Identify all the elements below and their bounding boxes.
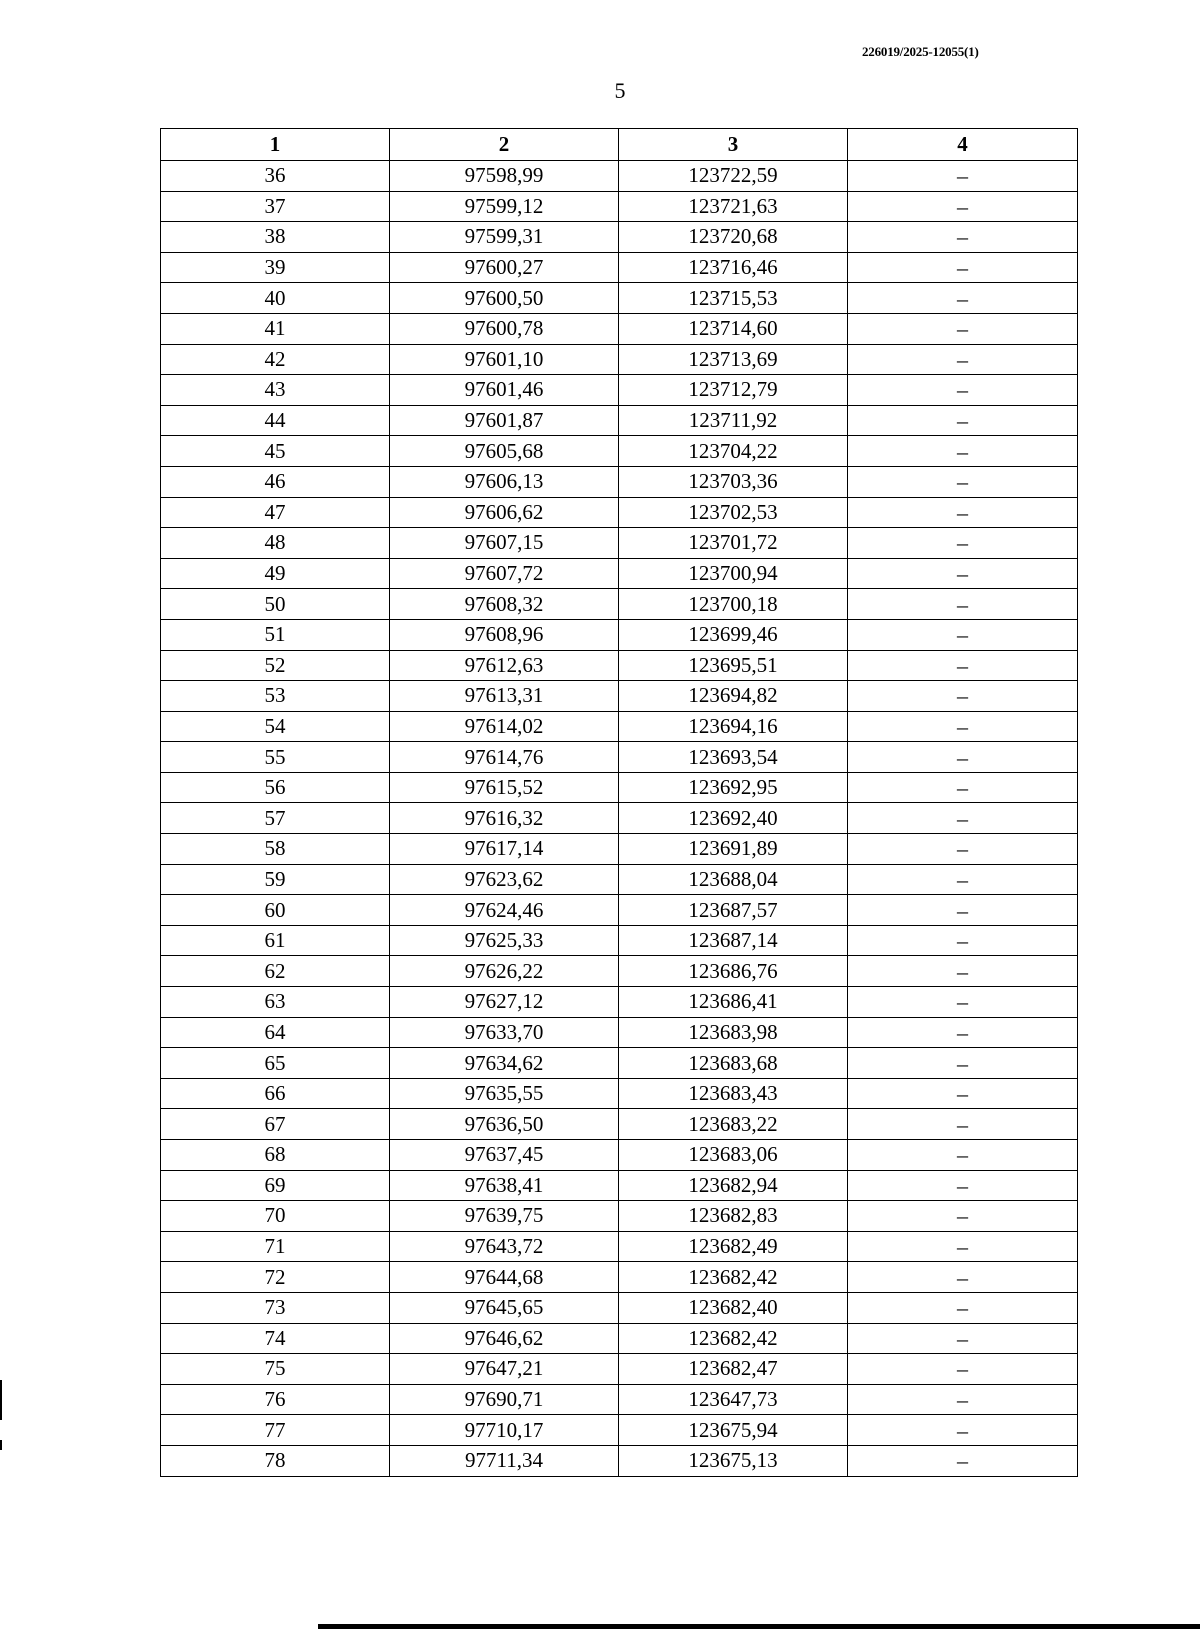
table-cell-col-1: 67 (161, 1109, 390, 1140)
table-cell-col-3: 123700,94 (619, 558, 848, 589)
table-cell-col-1: 54 (161, 711, 390, 742)
table-cell-col-3: 123683,68 (619, 1048, 848, 1079)
table-cell-col-4: – (848, 1415, 1078, 1446)
table-cell-col-4: – (848, 1445, 1078, 1476)
table-cell-col-2: 97645,65 (390, 1292, 619, 1323)
table-cell-col-3: 123703,36 (619, 466, 848, 497)
table-cell-col-4: – (848, 191, 1078, 222)
table-cell-col-4: – (848, 742, 1078, 773)
table-cell-col-4: – (848, 1354, 1078, 1385)
table-cell-col-2: 97626,22 (390, 956, 619, 987)
table-cell-col-3: 123675,13 (619, 1445, 848, 1476)
table-cell-col-3: 123683,22 (619, 1109, 848, 1140)
table-cell-col-3: 123702,53 (619, 497, 848, 528)
left-scan-mark (0, 1380, 2, 1420)
table-cell-col-1: 41 (161, 313, 390, 344)
table-cell-col-1: 46 (161, 466, 390, 497)
table-cell-col-2: 97599,31 (390, 222, 619, 253)
table-cell-col-3: 123682,42 (619, 1323, 848, 1354)
table-row (161, 1017, 1078, 1048)
table-cell-col-2: 97613,31 (390, 681, 619, 712)
table-row (161, 742, 1078, 773)
table-cell-col-2: 97710,17 (390, 1415, 619, 1446)
table-row (161, 1354, 1078, 1385)
table-cell-col-3: 123716,46 (619, 252, 848, 283)
table-cell-col-1: 59 (161, 864, 390, 895)
table-cell-col-4: – (848, 1048, 1078, 1079)
table-cell-col-2: 97711,34 (390, 1445, 619, 1476)
table-cell-col-1: 60 (161, 895, 390, 926)
table-cell-col-1: 56 (161, 772, 390, 803)
table-body (161, 161, 1078, 1477)
table-cell-col-1: 74 (161, 1323, 390, 1354)
table-cell-col-3: 123675,94 (619, 1415, 848, 1446)
table-cell-col-4: – (848, 711, 1078, 742)
table-cell-col-4: – (848, 772, 1078, 803)
table-cell-col-3: 123686,41 (619, 987, 848, 1018)
left-scan-mark (0, 1440, 2, 1450)
table-cell-col-2: 97608,32 (390, 589, 619, 620)
table-cell-col-4: – (848, 1201, 1078, 1232)
table-cell-col-4: – (848, 436, 1078, 467)
table-cell-col-1: 68 (161, 1140, 390, 1171)
table-cell-col-1: 50 (161, 589, 390, 620)
table-cell-col-2: 97598,99 (390, 161, 619, 192)
table-cell-col-3: 123693,54 (619, 742, 848, 773)
table-cell-col-1: 69 (161, 1170, 390, 1201)
table-row (161, 987, 1078, 1018)
table-row (161, 497, 1078, 528)
coordinates-table (160, 128, 1078, 1477)
table-cell-col-1: 63 (161, 987, 390, 1018)
table-cell-col-2: 97624,46 (390, 895, 619, 926)
table-cell-col-4: – (848, 283, 1078, 314)
table-row (161, 803, 1078, 834)
table-cell-col-1: 78 (161, 1445, 390, 1476)
table-cell-col-1: 47 (161, 497, 390, 528)
table-cell-col-4: – (848, 497, 1078, 528)
table-row (161, 222, 1078, 253)
table-row (161, 956, 1078, 987)
table-cell-col-2: 97644,68 (390, 1262, 619, 1293)
table-cell-col-3: 123704,22 (619, 436, 848, 467)
table-cell-col-3: 123683,98 (619, 1017, 848, 1048)
table-cell-col-2: 97636,50 (390, 1109, 619, 1140)
table-cell-col-4: – (848, 803, 1078, 834)
table-cell-col-4: – (848, 1262, 1078, 1293)
table-cell-col-1: 77 (161, 1415, 390, 1446)
table-cell-col-1: 44 (161, 405, 390, 436)
table-cell-col-4: – (848, 987, 1078, 1018)
table-cell-col-2: 97607,15 (390, 528, 619, 559)
table-cell-col-4: – (848, 405, 1078, 436)
table-cell-col-4: – (848, 650, 1078, 681)
table-cell-col-3: 123692,95 (619, 772, 848, 803)
table-row (161, 161, 1078, 192)
table-cell-col-4: – (848, 1140, 1078, 1171)
table-cell-col-1: 55 (161, 742, 390, 773)
table-cell-col-3: 123695,51 (619, 650, 848, 681)
table-cell-col-1: 51 (161, 619, 390, 650)
table-cell-col-1: 40 (161, 283, 390, 314)
table-row (161, 1078, 1078, 1109)
table-cell-col-4: – (848, 1384, 1078, 1415)
table-cell-col-4: – (848, 834, 1078, 865)
table-cell-col-1: 57 (161, 803, 390, 834)
table-cell-col-2: 97635,55 (390, 1078, 619, 1109)
table-cell-col-2: 97617,14 (390, 834, 619, 865)
table-cell-col-2: 97607,72 (390, 558, 619, 589)
table-cell-col-4: – (848, 864, 1078, 895)
table-cell-col-3: 123683,43 (619, 1078, 848, 1109)
table-cell-col-2: 97647,21 (390, 1354, 619, 1385)
table-row (161, 1109, 1078, 1140)
table-cell-col-4: – (848, 895, 1078, 926)
table-cell-col-2: 97614,02 (390, 711, 619, 742)
column-header-1: 1 (161, 129, 390, 161)
table-row (161, 375, 1078, 406)
table-cell-col-2: 97623,62 (390, 864, 619, 895)
table-cell-col-2: 97627,12 (390, 987, 619, 1018)
table-cell-col-2: 97638,41 (390, 1170, 619, 1201)
table-cell-col-3: 123721,63 (619, 191, 848, 222)
table-cell-col-2: 97600,50 (390, 283, 619, 314)
table-cell-col-2: 97599,12 (390, 191, 619, 222)
table-cell-col-3: 123682,47 (619, 1354, 848, 1385)
table-cell-col-4: – (848, 681, 1078, 712)
table-cell-col-2: 97639,75 (390, 1201, 619, 1232)
table-cell-col-2: 97633,70 (390, 1017, 619, 1048)
table-row (161, 558, 1078, 589)
table-cell-col-1: 70 (161, 1201, 390, 1232)
table-cell-col-2: 97614,76 (390, 742, 619, 773)
table-cell-col-4: – (848, 252, 1078, 283)
table-cell-col-4: – (848, 344, 1078, 375)
table-row (161, 313, 1078, 344)
table-row (161, 1415, 1078, 1446)
table-cell-col-1: 66 (161, 1078, 390, 1109)
table-row (161, 895, 1078, 926)
table-cell-col-4: – (848, 375, 1078, 406)
table-cell-col-2: 97600,27 (390, 252, 619, 283)
table-cell-col-4: – (848, 466, 1078, 497)
table-row (161, 772, 1078, 803)
table-cell-col-4: – (848, 619, 1078, 650)
table-row (161, 1384, 1078, 1415)
table-cell-col-3: 123694,16 (619, 711, 848, 742)
table-cell-col-3: 123682,94 (619, 1170, 848, 1201)
table-cell-col-1: 52 (161, 650, 390, 681)
table-cell-col-3: 123715,53 (619, 283, 848, 314)
table-cell-col-3: 123712,79 (619, 375, 848, 406)
table-cell-col-3: 123686,76 (619, 956, 848, 987)
table-cell-col-3: 123682,40 (619, 1292, 848, 1323)
table-cell-col-2: 97600,78 (390, 313, 619, 344)
table-cell-col-1: 71 (161, 1231, 390, 1262)
table-row (161, 1445, 1078, 1476)
table-cell-col-2: 97608,96 (390, 619, 619, 650)
table-row (161, 1140, 1078, 1171)
table-row (161, 283, 1078, 314)
table-cell-col-2: 97605,68 (390, 436, 619, 467)
table-row (161, 589, 1078, 620)
table-cell-col-2: 97606,13 (390, 466, 619, 497)
table-cell-col-1: 76 (161, 1384, 390, 1415)
table-cell-col-3: 123647,73 (619, 1384, 848, 1415)
table-row (161, 344, 1078, 375)
table-row (161, 1170, 1078, 1201)
table-row (161, 1292, 1078, 1323)
table-cell-col-2: 97643,72 (390, 1231, 619, 1262)
page-number: 5 (614, 78, 626, 103)
table-cell-col-1: 53 (161, 681, 390, 712)
table-cell-col-3: 123688,04 (619, 864, 848, 895)
table-row (161, 1201, 1078, 1232)
table-cell-col-2: 97690,71 (390, 1384, 619, 1415)
table-cell-col-3: 123682,42 (619, 1262, 848, 1293)
table-cell-col-2: 97637,45 (390, 1140, 619, 1171)
table-cell-col-3: 123714,60 (619, 313, 848, 344)
document-reference-number: 226019/2025-12055(1) (862, 44, 979, 59)
table-cell-col-4: – (848, 1078, 1078, 1109)
table-cell-col-2: 97601,87 (390, 405, 619, 436)
table-row (161, 191, 1078, 222)
table-row (161, 436, 1078, 467)
table-cell-col-1: 39 (161, 252, 390, 283)
table-cell-col-2: 97625,33 (390, 925, 619, 956)
table-cell-col-3: 123720,68 (619, 222, 848, 253)
table-cell-col-3: 123722,59 (619, 161, 848, 192)
table-cell-col-4: – (848, 956, 1078, 987)
table-cell-col-1: 38 (161, 222, 390, 253)
table-cell-col-1: 49 (161, 558, 390, 589)
table-cell-col-1: 65 (161, 1048, 390, 1079)
table-cell-col-3: 123701,72 (619, 528, 848, 559)
table-cell-col-1: 62 (161, 956, 390, 987)
table-cell-col-4: – (848, 528, 1078, 559)
table-cell-col-4: – (848, 1323, 1078, 1354)
table-cell-col-1: 42 (161, 344, 390, 375)
table-cell-col-3: 123682,83 (619, 1201, 848, 1232)
table-cell-col-1: 64 (161, 1017, 390, 1048)
table-cell-col-2: 97616,32 (390, 803, 619, 834)
table-cell-col-1: 36 (161, 161, 390, 192)
table-cell-col-2: 97601,46 (390, 375, 619, 406)
table-row (161, 864, 1078, 895)
table-row (161, 711, 1078, 742)
table-cell-col-4: – (848, 313, 1078, 344)
bottom-scan-edge (318, 1624, 1200, 1629)
table-cell-col-4: – (848, 222, 1078, 253)
table-cell-col-3: 123687,14 (619, 925, 848, 956)
table-cell-col-4: – (848, 1017, 1078, 1048)
table-cell-col-2: 97634,62 (390, 1048, 619, 1079)
table-row (161, 466, 1078, 497)
table-cell-col-4: – (848, 1231, 1078, 1262)
table-cell-col-3: 123700,18 (619, 589, 848, 620)
table-row (161, 834, 1078, 865)
table-cell-col-1: 45 (161, 436, 390, 467)
table-cell-col-3: 123687,57 (619, 895, 848, 926)
table-cell-col-4: – (848, 558, 1078, 589)
column-header-3: 3 (619, 129, 848, 161)
table-cell-col-3: 123713,69 (619, 344, 848, 375)
table-row (161, 1323, 1078, 1354)
table-cell-col-2: 97612,63 (390, 650, 619, 681)
table-row (161, 681, 1078, 712)
table-cell-col-3: 123694,82 (619, 681, 848, 712)
table-cell-col-2: 97606,62 (390, 497, 619, 528)
table-header-row (161, 129, 1078, 161)
table-cell-col-3: 123683,06 (619, 1140, 848, 1171)
table-cell-col-1: 43 (161, 375, 390, 406)
column-header-2: 2 (390, 129, 619, 161)
table-cell-col-1: 73 (161, 1292, 390, 1323)
table-cell-col-1: 75 (161, 1354, 390, 1385)
table-cell-col-4: – (848, 161, 1078, 192)
table-cell-col-3: 123682,49 (619, 1231, 848, 1262)
table-cell-col-1: 48 (161, 528, 390, 559)
table-row (161, 619, 1078, 650)
table-cell-col-3: 123699,46 (619, 619, 848, 650)
table-cell-col-1: 37 (161, 191, 390, 222)
table-row (161, 925, 1078, 956)
table-cell-col-4: – (848, 1170, 1078, 1201)
table-row (161, 650, 1078, 681)
table-cell-col-3: 123711,92 (619, 405, 848, 436)
table-cell-col-2: 97646,62 (390, 1323, 619, 1354)
table-cell-col-3: 123691,89 (619, 834, 848, 865)
table-row (161, 1231, 1078, 1262)
table-cell-col-2: 97615,52 (390, 772, 619, 803)
table-cell-col-4: – (848, 589, 1078, 620)
table-row (161, 405, 1078, 436)
table-row (161, 528, 1078, 559)
table-row (161, 252, 1078, 283)
table-cell-col-1: 72 (161, 1262, 390, 1293)
table-row (161, 1262, 1078, 1293)
table-cell-col-2: 97601,10 (390, 344, 619, 375)
table-cell-col-4: – (848, 1292, 1078, 1323)
table-cell-col-3: 123692,40 (619, 803, 848, 834)
table-cell-col-1: 61 (161, 925, 390, 956)
table-cell-col-4: – (848, 1109, 1078, 1140)
table-cell-col-1: 58 (161, 834, 390, 865)
column-header-4: 4 (848, 129, 1078, 161)
table-cell-col-4: – (848, 925, 1078, 956)
table-row (161, 1048, 1078, 1079)
